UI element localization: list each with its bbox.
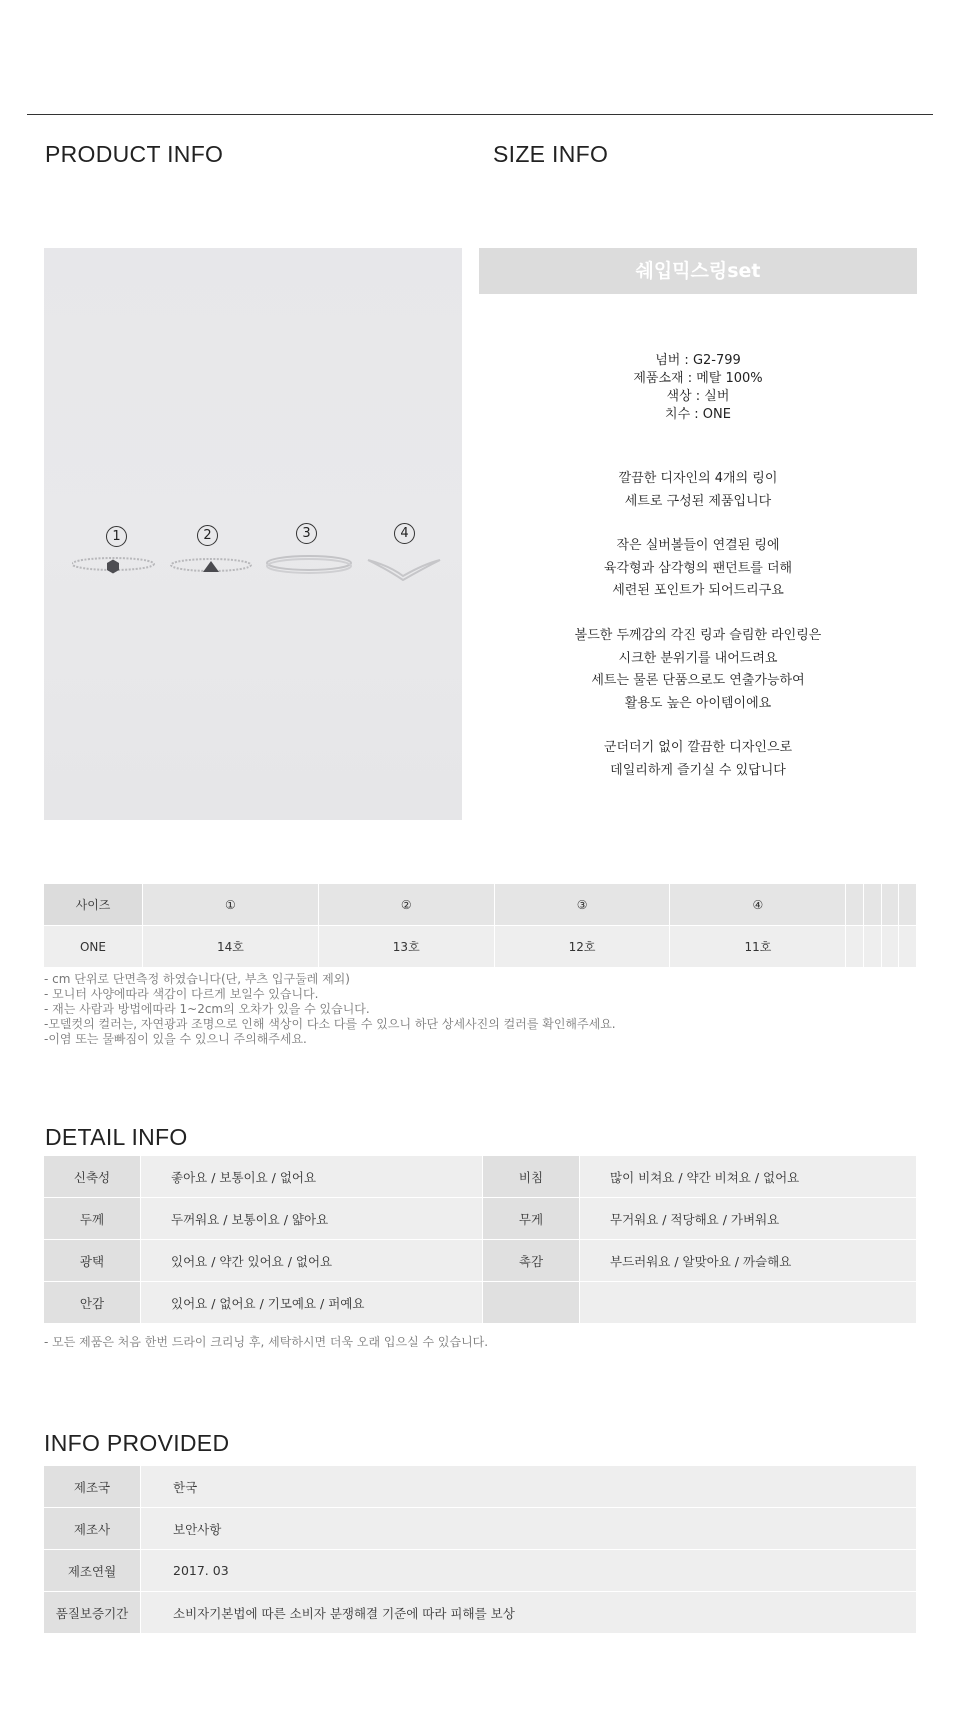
detail-row [44, 1156, 917, 1198]
size-cell [863, 926, 881, 968]
info-label: 품질보증기간 [44, 1592, 141, 1634]
detail-value: 좋아요 / 보통이요 / 없어요 [141, 1156, 483, 1198]
info-row [44, 1466, 917, 1508]
ring-number-1: 1 [106, 526, 127, 547]
size-note: -모델컷의 컬러는, 자연광과 조명으로 인해 색상이 다소 다를 수 있으니 하단 상세사진의 컬러를 확인해주세요. [44, 1017, 616, 1031]
spec-material: 제품소재 : 메탈 100% [633, 371, 763, 386]
detail-value: 있어요 / 없어요 / 기모예요 / 퍼예요 [141, 1282, 483, 1324]
detail-label: 안감 [44, 1282, 141, 1324]
detail-label: 비침 [483, 1156, 580, 1198]
size-cell: 11호 [670, 926, 846, 968]
size-header-cell [881, 884, 899, 926]
top-divider [27, 114, 933, 115]
info-value: 한국 [141, 1466, 917, 1508]
size-cell: 12호 [494, 926, 670, 968]
size-cell: ONE [44, 926, 143, 968]
detail-value: 있어요 / 약간 있어요 / 없어요 [141, 1240, 483, 1282]
spec-size: 치수 : ONE [665, 407, 731, 422]
info-provided-table [43, 1465, 917, 1634]
detail-value [580, 1282, 917, 1324]
description-line: 활용도 높은 아이템이에요 [624, 695, 772, 711]
description-line: 육각형과 삼각형의 팬던트를 더해 [603, 560, 793, 576]
size-header-cell: ④ [670, 884, 846, 926]
detail-label: 광택 [44, 1240, 141, 1282]
description-paragraph [479, 737, 917, 782]
size-header-cell: ② [318, 884, 494, 926]
info-provided-heading: INFO PROVIDED [44, 1430, 230, 1456]
info-label: 제조연월 [44, 1550, 141, 1592]
info-label: 제조국 [44, 1466, 141, 1508]
rings-illustration [72, 550, 442, 590]
ring-1-hexagon [72, 558, 154, 574]
size-cell [881, 926, 899, 968]
size-table-header-row [44, 884, 917, 926]
description-line: 세련된 포인트가 되어드리구요 [612, 583, 784, 599]
ring-number-4: 4 [394, 523, 415, 544]
size-note: -이염 또는 물빠짐이 있을 수 있으니 주의해주세요. [44, 1032, 307, 1046]
ring-number-2: 2 [197, 525, 218, 546]
description-line: 깔끔한 디자인의 4개의 링이 [618, 471, 778, 486]
description-line: 세트는 물론 단품으로도 연출가능하여 [591, 673, 805, 689]
description-line: 세트로 구성된 제품입니다 [624, 493, 772, 509]
detail-row [44, 1282, 917, 1324]
detail-row [44, 1240, 917, 1282]
description-line: 데일리하게 즐기실 수 있답니다 [610, 762, 786, 778]
info-row [44, 1550, 917, 1592]
info-value: 소비자기본법에 따른 소비자 분쟁해결 기준에 따라 피해를 보상 [141, 1592, 917, 1634]
description-paragraph [479, 625, 917, 715]
detail-value: 많이 비쳐요 / 약간 비쳐요 / 없어요 [580, 1156, 917, 1198]
detail-label: 무게 [483, 1198, 580, 1240]
size-note: - 재는 사람과 방법에따라 1~2cm의 오차가 있을 수 있습니다. [44, 1002, 370, 1016]
product-info-heading: PRODUCT INFO [45, 141, 224, 167]
info-row [44, 1592, 917, 1634]
description-line: 작은 실버볼들이 연결된 링에 [616, 538, 780, 554]
detail-label [483, 1282, 580, 1324]
detail-value: 두꺼워요 / 보통이요 / 얇아요 [141, 1198, 483, 1240]
size-header-cell: 사이즈 [44, 884, 143, 926]
size-table-row [44, 926, 917, 968]
size-cell [899, 926, 917, 968]
size-cell [846, 926, 864, 968]
ring-4-v-shape [368, 560, 440, 580]
description-paragraph [479, 535, 917, 603]
description-paragraph [479, 468, 917, 513]
detail-row [44, 1198, 917, 1240]
info-value: 보안사항 [141, 1508, 917, 1550]
info-label: 제조사 [44, 1508, 141, 1550]
size-header-cell: ① [143, 884, 319, 926]
description-line: 볼드한 두께감의 각진 링과 슬림한 라인링은 [574, 627, 822, 643]
detail-label: 신축성 [44, 1156, 141, 1198]
size-cell: 14호 [143, 926, 319, 968]
size-header-cell [846, 884, 864, 926]
description-line: 군더더기 없이 깔끔한 디자인으로 [603, 740, 793, 756]
product-photo [44, 248, 462, 820]
detail-label: 두께 [44, 1198, 141, 1240]
description-line: 시크한 분위기를 내어드려요 [618, 650, 778, 666]
detail-table [43, 1155, 917, 1324]
size-header-cell [863, 884, 881, 926]
ring-3-double-band [267, 556, 351, 573]
info-value: 2017. 03 [141, 1550, 917, 1592]
size-note: - 모니터 사양에따라 색감이 다르게 보일수 있습니다. [44, 987, 319, 1001]
ring-2-triangle [171, 559, 251, 572]
size-notes [44, 972, 616, 1047]
spec-list [479, 352, 917, 424]
detail-label: 촉감 [483, 1240, 580, 1282]
detail-value: 무거워요 / 적당해요 / 가벼워요 [580, 1198, 917, 1240]
size-note: - cm 단위로 단면측정 하였습니다(단, 부츠 입구둘레 제외) [44, 972, 350, 986]
spec-color: 색상 : 실버 [666, 389, 730, 404]
size-cell: 13호 [318, 926, 494, 968]
info-row [44, 1508, 917, 1550]
size-table [43, 883, 917, 968]
product-name-banner: 쉐입믹스링set [479, 248, 917, 294]
product-description [479, 468, 917, 805]
detail-info-heading: DETAIL INFO [45, 1124, 188, 1150]
ring-number-3: 3 [296, 523, 317, 544]
detail-value: 부드러워요 / 알맞아요 / 까슬해요 [580, 1240, 917, 1282]
spec-number: 넘버 : G2-799 [655, 353, 741, 368]
size-header-cell: ③ [494, 884, 670, 926]
care-note: - 모든 제품은 처음 한번 드라이 크리닝 후, 세탁하시면 더욱 오래 입으실 수 있습니다. [44, 1335, 489, 1349]
size-info-heading: SIZE INFO [493, 141, 609, 167]
size-header-cell [899, 884, 917, 926]
